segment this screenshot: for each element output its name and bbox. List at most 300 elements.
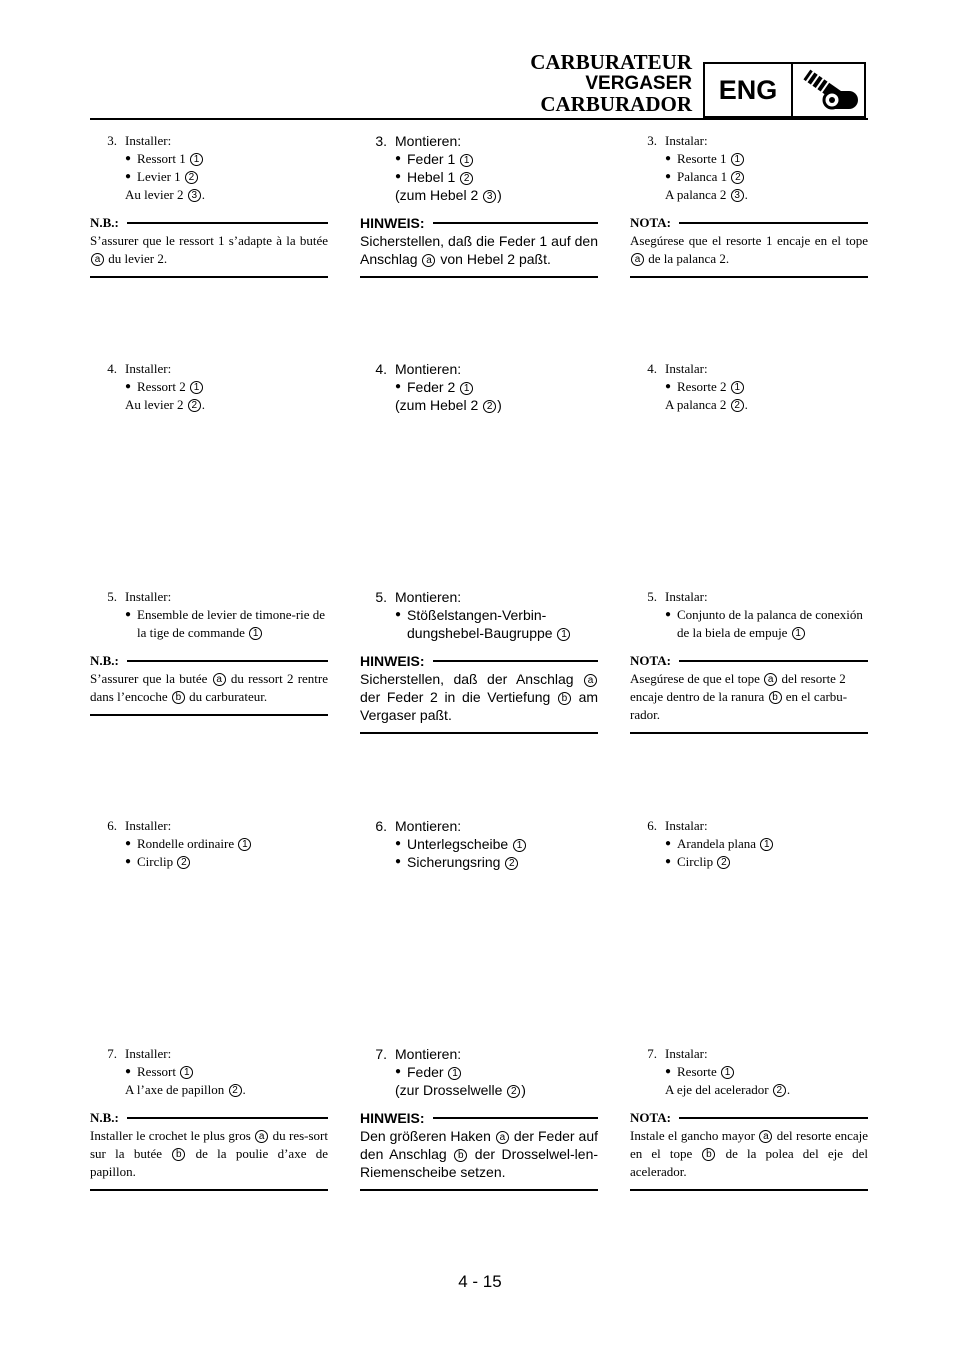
step-action: Instalar:	[665, 361, 708, 376]
text-span: du res-sort sur la butée	[90, 1128, 328, 1161]
callout-ref: 1	[190, 381, 203, 394]
bullet: ●	[395, 153, 402, 164]
text-span: Hebel 1	[407, 169, 456, 185]
list-item	[665, 396, 868, 414]
note-heading	[630, 1109, 868, 1127]
list-item	[395, 606, 598, 642]
item-list	[665, 150, 868, 204]
step-number: 6.	[375, 818, 387, 834]
item-list	[665, 1063, 868, 1099]
text-span: Conjunto de la palanca de conexión de la biela de empuje	[677, 607, 863, 640]
item-list	[125, 150, 328, 204]
es-step-3	[630, 132, 868, 278]
text-span: (zum Hebel 2	[395, 187, 479, 203]
list-item	[395, 150, 598, 168]
step-heading	[630, 817, 868, 835]
note-heading	[360, 652, 598, 670]
text-span: A palanca 2 2 .	[665, 397, 748, 412]
bullet: ●	[125, 1066, 132, 1077]
text-span	[395, 186, 502, 204]
callout-ref: 2	[717, 856, 730, 869]
text-span: Asegúrese de que el tope	[630, 671, 760, 686]
list-item	[395, 168, 598, 186]
callout-ref: 2	[731, 171, 744, 184]
text-span: Sicherstellen, daß die Feder 1 auf den Anschlag	[360, 233, 598, 267]
step-action: Instalar:	[665, 133, 708, 148]
callout-ref: 3	[731, 189, 744, 202]
step-number: 3.	[647, 133, 657, 148]
es-step-4	[630, 360, 868, 414]
note-heading	[630, 652, 868, 670]
text-span: Ressort	[137, 1064, 176, 1079]
note-heading	[90, 214, 328, 232]
callout-ref: a	[584, 674, 597, 687]
callout-ref: 2	[507, 1085, 520, 1098]
text-span: A eje del acelerador	[665, 1082, 769, 1097]
text-span: en el carbu-rador.	[630, 689, 848, 722]
text-span: Au levier 2	[125, 397, 184, 412]
text-span	[407, 835, 527, 853]
callout-ref: 1	[190, 153, 203, 166]
callout-ref: a	[255, 1130, 268, 1143]
text-span: )	[497, 187, 502, 203]
list-item	[665, 1081, 868, 1099]
step-heading	[360, 1045, 598, 1063]
page-number: 4 - 15	[458, 1272, 502, 1291]
text-span: NOTA:	[630, 215, 671, 230]
es-step-7	[630, 1045, 868, 1191]
section-badge	[703, 62, 866, 118]
callout-ref: a	[759, 1130, 772, 1143]
text-span	[677, 835, 774, 853]
bullet: ●	[125, 171, 132, 182]
text-span	[407, 150, 474, 168]
text-span: HINWEIS:	[360, 1110, 425, 1126]
text-span: der Feder 2 in die Vertiefung	[360, 689, 551, 705]
callout-ref: 1	[460, 154, 473, 167]
step-number: 5.	[375, 589, 387, 605]
text-span	[677, 606, 868, 642]
text-span: S’assurer que la butée	[90, 671, 208, 686]
note-body	[90, 232, 328, 268]
text-span: N.B.:	[90, 1110, 119, 1125]
item-list	[125, 835, 328, 871]
fr-step-7	[90, 1045, 328, 1191]
de-step-5	[360, 588, 598, 734]
list-item	[395, 396, 598, 414]
note-heading	[360, 214, 598, 232]
text-span: Ressort 1	[137, 151, 186, 166]
callout-ref: b	[172, 691, 185, 704]
note-body	[360, 1127, 598, 1181]
fr-step-4	[90, 360, 328, 414]
bullet: ●	[665, 856, 672, 867]
list-item	[395, 378, 598, 396]
step-action: Installer:	[125, 361, 172, 376]
callout-ref: 2	[188, 399, 201, 412]
text-span: A l’axe de papillon 2 .	[125, 1082, 246, 1097]
step-heading	[90, 360, 328, 378]
title-de: VERGASER	[585, 73, 692, 94]
list-item	[665, 150, 868, 168]
text-span: del resorte encaje en el tope	[630, 1128, 869, 1161]
text-span: HINWEIS:	[360, 653, 425, 669]
note-body	[630, 232, 868, 268]
step-action: Montieren:	[395, 589, 462, 605]
callout-ref: 1	[721, 1066, 734, 1079]
engine-wrench-icon	[793, 64, 864, 116]
item-list	[665, 835, 868, 871]
text-span	[407, 1063, 462, 1081]
note-heading	[630, 214, 868, 232]
step-number: 5.	[647, 589, 657, 604]
step-heading	[90, 1045, 328, 1063]
list-item	[125, 1063, 328, 1081]
list-item	[395, 1063, 598, 1081]
text-span: A l’axe de papillon	[125, 1082, 225, 1097]
callout-ref: 2	[731, 399, 744, 412]
note-body	[630, 1127, 868, 1181]
step-number: 7.	[107, 1046, 117, 1061]
note-rule	[433, 222, 598, 224]
text-span: A palanca 2	[665, 187, 727, 202]
note-end-rule	[90, 276, 328, 278]
bullet: ●	[125, 381, 132, 392]
text-span: Installer le crochet le plus gros	[90, 1128, 251, 1143]
item-list	[395, 835, 598, 871]
fr-step-3	[90, 132, 328, 278]
text-span: der Feder auf den Anschlag	[360, 1128, 598, 1162]
text-span: A palanca 2 3 .	[665, 187, 748, 202]
list-item	[125, 186, 328, 204]
callout-ref: 1	[731, 381, 744, 394]
text-span: N.B.:	[90, 653, 119, 668]
bullet: ●	[395, 609, 402, 620]
step-action: Instalar:	[665, 818, 708, 833]
callout-ref: 1	[792, 627, 805, 640]
note-body	[360, 232, 598, 268]
callout-ref: a	[422, 254, 435, 267]
list-item	[125, 853, 328, 871]
callout-ref: 2	[773, 1084, 786, 1097]
note-body	[630, 670, 868, 724]
list-item	[125, 150, 328, 168]
callout-ref: 2	[229, 1084, 242, 1097]
callout-ref: a	[213, 673, 226, 686]
text-span: HINWEIS:	[360, 215, 425, 231]
note-heading	[90, 652, 328, 670]
text-span: )	[521, 1082, 526, 1098]
text-span: Rondelle ordinaire	[137, 836, 235, 851]
callout-ref: 1	[180, 1066, 193, 1079]
bullet: ●	[665, 153, 672, 164]
step-number: 7.	[647, 1046, 657, 1061]
step-heading	[360, 817, 598, 835]
callout-ref: 2	[483, 400, 496, 413]
de-step-4	[360, 360, 598, 414]
step-action: Installer:	[125, 1046, 172, 1061]
note-end-rule	[90, 714, 328, 716]
list-item	[665, 606, 868, 642]
list-item	[665, 168, 868, 186]
text-span: NOTA:	[630, 653, 671, 668]
callout-ref: b	[454, 1149, 467, 1162]
step-action: Installer:	[125, 589, 172, 604]
step-action: Montieren:	[395, 818, 462, 834]
item-list	[395, 150, 598, 204]
text-span: Palanca 1	[677, 169, 728, 184]
fr-step-5	[90, 588, 328, 716]
text-span	[677, 378, 745, 396]
text-span	[796, 67, 862, 113]
item-list	[395, 606, 598, 642]
bullet: ●	[665, 171, 672, 182]
step-action: Montieren:	[395, 1046, 462, 1062]
callout-ref: 2	[177, 856, 190, 869]
bullet: ●	[125, 838, 132, 849]
list-item	[125, 168, 328, 186]
note-body	[360, 670, 598, 724]
text-span	[407, 168, 474, 186]
text-span: Resorte 1	[677, 151, 727, 166]
bullet: ●	[665, 838, 672, 849]
callout-ref: 1	[238, 838, 251, 851]
note-rule	[433, 1117, 598, 1119]
bullet: ●	[395, 1066, 402, 1077]
text-span	[677, 150, 745, 168]
text-span: Arandela plana	[677, 836, 757, 851]
text-span: Instale el gancho mayor	[630, 1128, 755, 1143]
note-end-rule	[90, 1189, 328, 1191]
bullet: ●	[665, 1066, 672, 1077]
step-heading	[90, 817, 328, 835]
title-es: CARBURADOR	[540, 92, 692, 116]
text-span	[137, 378, 204, 396]
bullet: ●	[395, 381, 402, 392]
note-heading	[90, 1109, 328, 1127]
text-span: Resorte	[677, 1064, 717, 1079]
es-step-6	[630, 817, 868, 871]
step-action: Installer:	[125, 818, 172, 833]
callout-ref: a	[631, 253, 644, 266]
text-span	[137, 150, 204, 168]
text-span: de la polea del eje del acelerador.	[630, 1146, 868, 1179]
item-list	[125, 378, 328, 414]
callout-ref: 3	[188, 189, 201, 202]
badge-label: ENG	[705, 64, 793, 116]
section-titles	[530, 52, 692, 115]
text-span: del resorte 2 encaje dentro de la ranura	[630, 671, 846, 704]
item-list	[125, 606, 328, 642]
callout-ref: 2	[505, 857, 518, 870]
text-span: Unterlegscheibe	[407, 836, 509, 852]
header-rule	[90, 118, 868, 120]
callout-ref: 1	[513, 839, 526, 852]
text-span: Stößelstangen-Verbin-dungshebel-Baugruppe	[407, 607, 553, 641]
step-heading	[90, 132, 328, 150]
list-item	[125, 378, 328, 396]
step-number: 7.	[375, 1046, 387, 1062]
callout-ref: 1	[731, 153, 744, 166]
text-span: du levier 2.	[108, 251, 168, 266]
callout-ref: 1	[448, 1067, 461, 1080]
text-span: de la poulie d’axe de papillon.	[90, 1146, 329, 1179]
text-span	[137, 168, 199, 186]
note-end-rule	[630, 1189, 868, 1191]
bullet: ●	[125, 609, 132, 620]
step-number: 6.	[107, 818, 117, 833]
callout-ref: a	[764, 673, 777, 686]
step-heading	[630, 360, 868, 378]
text-span: NOTA:	[630, 1110, 671, 1125]
text-span: Feder 2	[407, 379, 456, 395]
text-span: der Drosselwel-len-Riemenscheibe setzen.	[360, 1146, 599, 1180]
callout-ref: a	[496, 1131, 509, 1144]
text-span: Au levier 2 3 .	[125, 187, 205, 202]
note-rule	[679, 222, 868, 224]
text-span: Sicherstellen, daß der Anschlag	[360, 671, 574, 687]
note-body	[90, 1127, 328, 1181]
item-list	[665, 378, 868, 414]
callout-ref: b	[172, 1148, 185, 1161]
text-span	[677, 853, 731, 871]
bullet: ●	[395, 838, 402, 849]
text-span	[137, 853, 191, 871]
callout-ref: 1	[760, 838, 773, 851]
text-span	[137, 1063, 194, 1081]
bullet: ●	[395, 171, 402, 182]
text-span	[137, 606, 328, 642]
step-action: Montieren:	[395, 361, 462, 377]
step-heading	[90, 588, 328, 606]
text-span: Circlip	[677, 854, 714, 869]
text-span: A palanca 2	[665, 397, 727, 412]
de-step-3	[360, 132, 598, 278]
step-number: 5.	[107, 589, 117, 604]
text-span: Levier 1	[137, 169, 181, 184]
list-item	[125, 1081, 328, 1099]
item-list	[395, 378, 598, 414]
text-span: S’assurer que le ressort 1 s’adapte à la butée	[90, 233, 328, 248]
step-heading	[630, 132, 868, 150]
step-number: 4.	[375, 361, 387, 377]
text-span	[395, 1081, 526, 1099]
list-item	[665, 835, 868, 853]
text-span: A eje del acelerador 2 .	[665, 1082, 791, 1097]
list-item	[125, 606, 328, 642]
text-span	[395, 396, 502, 414]
step-action: Installer:	[125, 133, 172, 148]
text-span: du ressort 2 rentre dans l’encoche	[90, 671, 329, 704]
callout-ref: b	[769, 691, 782, 704]
list-item	[125, 396, 328, 414]
text-span	[677, 168, 745, 186]
text-span: Feder 1	[407, 151, 456, 167]
text-span: Ensemble de levier de timone-rie de la tige de commande	[137, 607, 326, 640]
text-span: (zur Drosselwelle	[395, 1082, 503, 1098]
step-heading	[360, 132, 598, 150]
list-item	[665, 378, 868, 396]
text-span: de la palanca 2.	[648, 251, 730, 266]
list-item	[125, 835, 328, 853]
text-span: am Vergaser paßt.	[360, 689, 599, 723]
de-step-6	[360, 817, 598, 871]
text-span: Circlip	[137, 854, 174, 869]
text-span: Au levier 2	[125, 187, 184, 202]
callout-ref: b	[558, 692, 571, 705]
list-item	[395, 186, 598, 204]
callout-ref: 3	[483, 190, 496, 203]
text-span	[407, 378, 474, 396]
text-span: du carburateur.	[189, 689, 268, 704]
text-span	[137, 835, 252, 853]
list-item	[395, 853, 598, 871]
note-end-rule	[630, 732, 868, 734]
text-span: N.B.:	[90, 215, 119, 230]
note-body	[90, 670, 328, 706]
note-rule	[127, 660, 328, 662]
text-span	[407, 853, 519, 871]
callout-ref: a	[91, 253, 104, 266]
step-action: Instalar:	[665, 1046, 708, 1061]
step-action: Montieren:	[395, 133, 462, 149]
text-span: Den größeren Haken	[360, 1128, 491, 1144]
text-span: Au levier 2 2 .	[125, 397, 205, 412]
bullet: ●	[125, 153, 132, 164]
text-span: Feder	[407, 1064, 444, 1080]
text-span: Ressort 2	[137, 379, 186, 394]
bullet: ●	[665, 381, 672, 392]
text-span	[407, 606, 598, 642]
step-action: Instalar:	[665, 589, 708, 604]
callout-ref: 2	[185, 171, 198, 184]
step-number: 4.	[647, 361, 657, 376]
bullet: ●	[665, 609, 672, 620]
list-item	[665, 853, 868, 871]
step-number: 6.	[647, 818, 657, 833]
step-heading	[360, 360, 598, 378]
es-step-5	[630, 588, 868, 734]
fr-step-6	[90, 817, 328, 871]
step-heading	[630, 588, 868, 606]
item-list	[395, 1063, 598, 1099]
bullet: ●	[395, 856, 402, 867]
callout-ref: 1	[460, 382, 473, 395]
callout-ref: 1	[557, 628, 570, 641]
callout-ref: 2	[460, 172, 473, 185]
list-item	[395, 1081, 598, 1099]
callout-ref: 1	[249, 627, 262, 640]
step-heading	[630, 1045, 868, 1063]
note-rule	[679, 1117, 868, 1119]
note-rule	[127, 222, 328, 224]
note-rule	[127, 1117, 328, 1119]
note-end-rule	[360, 732, 598, 734]
text-span: (zum Hebel 2	[395, 397, 479, 413]
note-heading	[360, 1109, 598, 1127]
item-list	[125, 1063, 328, 1099]
text-span: Asegúrese que el resorte 1 encaje en el tope	[630, 233, 868, 248]
bullet: ●	[125, 856, 132, 867]
callout-ref: b	[702, 1148, 715, 1161]
note-rule	[433, 660, 598, 662]
text-span: von Hebel 2 paßt.	[440, 251, 551, 267]
note-rule	[679, 660, 868, 662]
text-span: )	[497, 397, 502, 413]
note-end-rule	[360, 1189, 598, 1191]
text-span: Sicherungsring	[407, 854, 501, 870]
note-end-rule	[630, 276, 868, 278]
